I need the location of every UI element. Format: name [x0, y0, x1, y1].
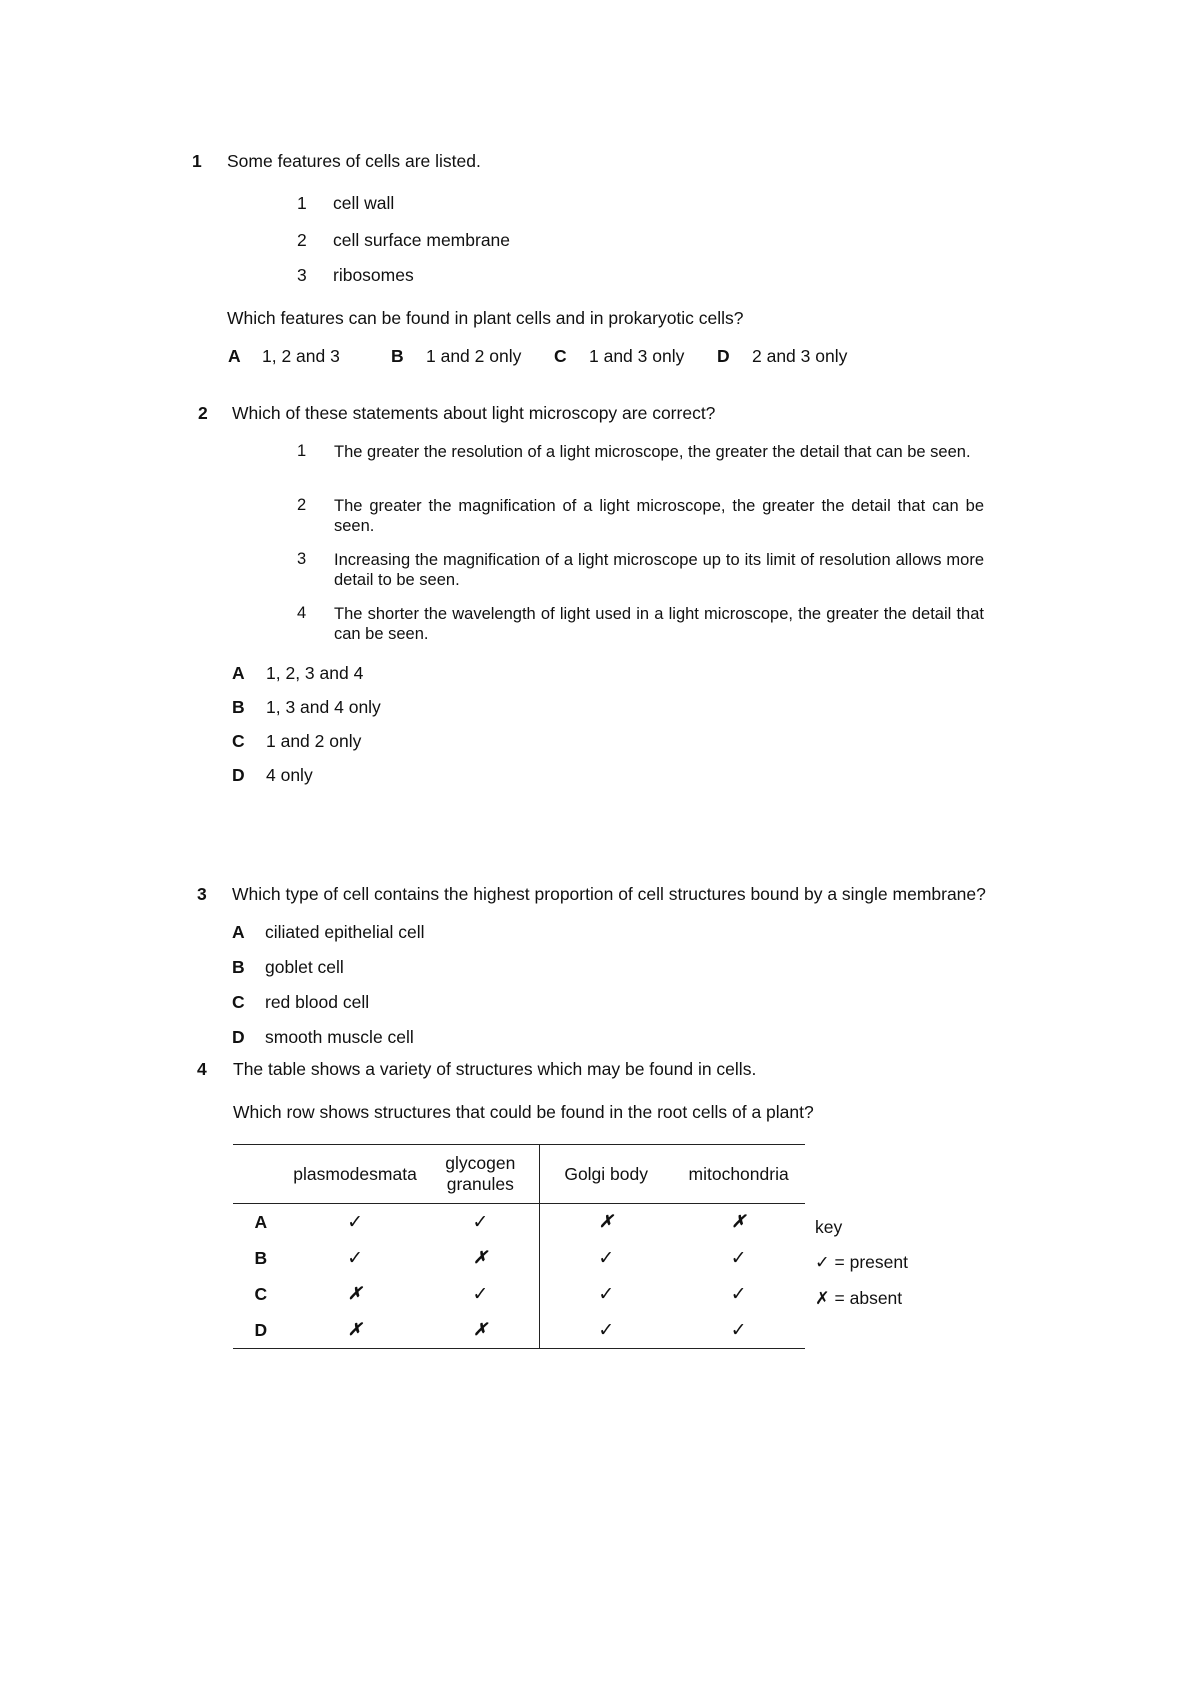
q2-option-text-c: 1 and 2 only	[266, 731, 362, 751]
key-present: ✓ = present	[815, 1252, 908, 1272]
q3-option-letter-c: C	[232, 992, 245, 1012]
q1-option-text-a: 1, 2 and 3	[262, 346, 340, 366]
header-glycogen-granules	[422, 1145, 540, 1204]
table-cell: ✓	[472, 1211, 489, 1233]
q1-item-text: ribosomes	[333, 265, 414, 285]
table-cell: ✓	[472, 1283, 489, 1305]
table-cell: ✓	[347, 1211, 363, 1233]
q1-option-letter-b: B	[391, 346, 404, 366]
q1-item-number: 3	[297, 265, 307, 285]
q2-option-letter-c: C	[232, 731, 245, 751]
question-3-stem: Which type of cell contains the highest proportion of cell structures bound by a single membrane?	[232, 884, 986, 904]
table-cell: ✓	[540, 1276, 673, 1312]
table-row	[233, 1240, 805, 1276]
q1-option-letter-c: C	[554, 346, 567, 366]
q3-option-text-c: red blood cell	[265, 992, 370, 1012]
q3-option-text-d: smooth muscle cell	[265, 1027, 414, 1047]
header-glycogen-line-1: glycogen	[445, 1153, 516, 1173]
key-title: key	[815, 1217, 843, 1237]
row-letter: A	[254, 1211, 268, 1232]
question-1-prompt: Which features can be found in plant cells and in prokaryotic cells?	[227, 308, 744, 328]
q1-option-letter-d: D	[717, 346, 730, 366]
question-4-stem: The table shows a variety of structures which may be found in cells.	[233, 1059, 757, 1079]
table-cell: ✓	[347, 1247, 363, 1269]
structures-table	[233, 1144, 805, 1349]
table-cell: ✗	[473, 1248, 488, 1267]
q2-option-text-d: 4 only	[266, 765, 313, 785]
q2-option-text-a: 1, 2, 3 and 4	[266, 663, 364, 683]
question-2-stem: Which of these statements about light microscopy are correct?	[232, 403, 716, 423]
q2-statement-number: 1	[297, 442, 307, 460]
key-absent: ✗ = absent	[815, 1288, 903, 1308]
q1-item-text: cell wall	[333, 193, 395, 213]
question-2-number: 2	[198, 403, 208, 423]
header-plasmodesmata: plasmodesmata	[293, 1163, 417, 1184]
table-cell: ✗	[540, 1204, 673, 1241]
q2-statement-number: 3	[297, 550, 307, 568]
table-cell: ✗	[347, 1320, 363, 1339]
header-glycogen-line-2: granules	[446, 1174, 514, 1194]
q2-option-letter-a: A	[232, 663, 245, 683]
q2-statement-text: The greater the magnification of a light microscope, the greater the detail that can be seen.	[334, 497, 984, 535]
row-letter: C	[254, 1283, 268, 1304]
row-letter: B	[254, 1247, 268, 1268]
q1-option-letter-a: A	[228, 346, 241, 366]
q2-statement-text: The shorter the wavelength of light used in a light microscope, the greater the detail that can be seen.	[334, 605, 984, 643]
table-corner-cell	[233, 1145, 289, 1204]
q2-statement-text: Increasing the magnification of a light microscope up to its limit of resolution allows more detail to be seen.	[334, 551, 984, 589]
q1-item-text: cell surface membrane	[333, 230, 511, 250]
question-4-number: 4	[197, 1059, 207, 1079]
q1-item-number: 1	[297, 193, 307, 213]
question-1-number: 1	[192, 151, 202, 171]
table-row	[233, 1312, 805, 1349]
table-cell: ✓	[540, 1312, 673, 1349]
table-cell: ✓	[730, 1319, 747, 1341]
q3-option-text-a: ciliated epithelial cell	[265, 922, 425, 942]
table-header-row	[233, 1145, 805, 1204]
table-cell: ✓	[540, 1240, 673, 1276]
table-cell: ✓	[730, 1247, 747, 1269]
q2-option-letter-b: B	[232, 697, 245, 717]
question-3-number: 3	[197, 884, 207, 904]
header-golgi-body: Golgi body	[540, 1145, 673, 1204]
question-4-prompt: Which row shows structures that could be found in the root cells of a plant?	[233, 1102, 814, 1122]
table-row	[233, 1276, 805, 1312]
q2-statement-number: 2	[297, 496, 307, 514]
table-cell: ✓	[730, 1283, 747, 1305]
table-cell: ✗	[347, 1284, 363, 1303]
q2-option-letter-d: D	[232, 765, 245, 785]
row-letter: D	[254, 1319, 268, 1340]
q1-option-text-b: 1 and 2 only	[426, 346, 522, 366]
table-cell: ✗	[731, 1212, 746, 1231]
header-mitochondria: mitochondria	[688, 1163, 789, 1184]
q1-item-number: 2	[297, 230, 307, 250]
q2-statement-number: 4	[297, 604, 307, 622]
q3-option-letter-b: B	[232, 957, 245, 977]
table-row	[233, 1204, 805, 1241]
q2-statement-text: The greater the resolution of a light microscope, the greater the detail that can be seen.	[334, 443, 971, 461]
q3-option-letter-a: A	[232, 922, 245, 942]
table-cell: ✗	[473, 1320, 488, 1339]
q1-option-text-d: 2 and 3 only	[752, 346, 848, 366]
q3-option-text-b: goblet cell	[265, 957, 344, 977]
q3-option-letter-d: D	[232, 1027, 245, 1047]
q2-option-text-b: 1, 3 and 4 only	[266, 697, 381, 717]
q1-option-text-c: 1 and 3 only	[589, 346, 685, 366]
question-1-stem: Some features of cells are listed.	[227, 151, 481, 171]
